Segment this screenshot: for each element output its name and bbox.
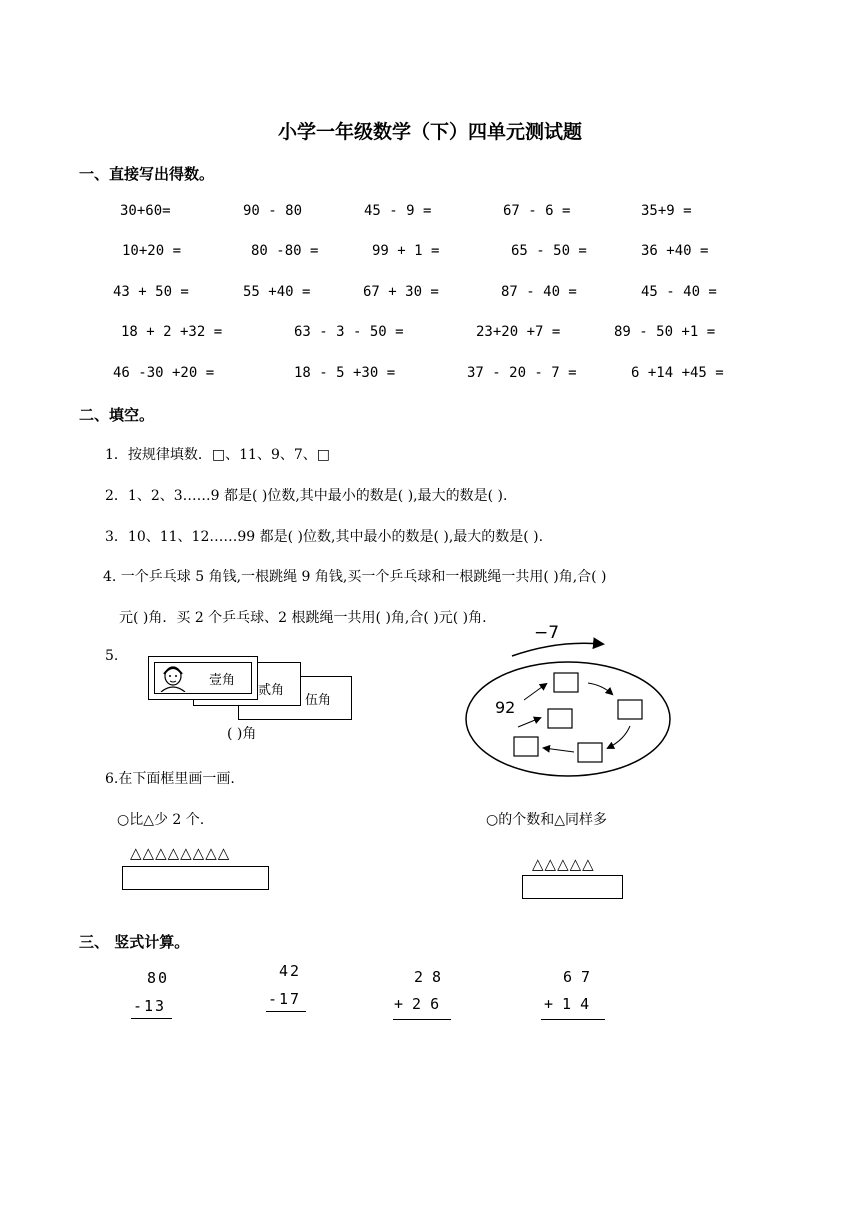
question-5-number: 5. [105, 648, 119, 664]
arith-item: 37 - 20 - 7 = [467, 365, 577, 381]
arith-item: 55 +40 = [243, 284, 311, 300]
answer-box [514, 737, 538, 756]
arith-item: 43 + 50 = [113, 284, 189, 300]
answer-line [393, 1019, 451, 1020]
q6-right-prompt: ○的个数和△同样多 [486, 812, 607, 828]
arith-item: 63 - 3 - 50 = [294, 324, 404, 340]
top-arrow [512, 643, 602, 656]
arith-item: 46 -30 +20 = [113, 365, 215, 381]
card-1-jiao [148, 656, 258, 700]
question-2: 2．1、2、3……9 都是( )位数,其中最小的数是( ),最大的数是( ). [105, 488, 508, 504]
question-4-line1: 4. 一个乒乓球 5 角钱,一根跳绳 9 角钱,买一个乒乓球和一根跳绳一共用( )角,合( ) [103, 569, 607, 585]
arith-item: 87 - 40 = [501, 284, 577, 300]
vertical-top: 6 7 [563, 968, 591, 986]
start-number: 92 [495, 698, 516, 717]
page-title: 小学一年级数学（下）四单元测试题 [277, 121, 582, 143]
arith-item: 67 - 6 = [503, 203, 571, 219]
answer-line [266, 1011, 306, 1012]
answer-box [578, 743, 602, 762]
question-3: 3．10、11、12……99 都是( )位数,其中最小的数是( ),最大的数是( ). [105, 529, 544, 545]
question-6: 6.在下面框里画一画. [105, 771, 235, 787]
question-4-line2: 元( )角．买 2 个乒乓球、2 根跳绳一共用( )角,合( )元( )角. [119, 610, 487, 626]
triangles-right: △△△△△ [532, 855, 595, 873]
arith-item: 65 - 50 = [511, 243, 587, 259]
minus-seven-label: −7 [534, 623, 560, 643]
vertical-bottom: -13 [133, 997, 167, 1015]
arith-item: 99 + 1 = [372, 243, 440, 259]
vertical-bottom: + 2 6 [394, 995, 440, 1013]
card-label: 伍角 [305, 693, 332, 708]
vertical-bottom: + 1 4 [544, 995, 590, 1013]
card-label: 贰角 [258, 683, 285, 698]
arith-item: 18 + 2 +32 = [121, 324, 223, 340]
answer-line [131, 1018, 172, 1019]
card-label: 壹角 [209, 673, 236, 688]
arith-item: 30+60= [120, 203, 171, 219]
arith-item: 18 - 5 +30 = [294, 365, 396, 381]
draw-box-right[interactable] [522, 875, 623, 899]
triangles-left: △△△△△△△△ [130, 844, 231, 862]
q6-left-prompt: ○比△少 2 个. [117, 812, 205, 828]
arith-item: 35+9 = [641, 203, 692, 219]
vertical-top: 42 [279, 962, 302, 980]
arith-item: 67 + 30 = [363, 284, 439, 300]
arith-item: 90 - 80 [243, 203, 303, 219]
vertical-top: 80 [147, 969, 170, 987]
q5-answer-blank: ( )角 [227, 726, 257, 742]
arith-item: 45 - 9 = [364, 203, 432, 219]
arith-item: 89 - 50 +1 = [614, 324, 716, 340]
answer-box [618, 700, 642, 719]
subtract-chain-diagram [462, 622, 674, 782]
arith-item: 45 - 40 = [641, 284, 717, 300]
section2-heading: 二、填空。 [79, 406, 155, 424]
question-1: 1．按规律填数．□、11、9、7、□ [105, 447, 330, 463]
arith-item: 36 +40 = [641, 243, 709, 259]
portrait-icon [157, 664, 189, 692]
arith-item: 80 -80 = [251, 243, 319, 259]
section1-heading: 一、直接写出得数。 [79, 165, 215, 183]
arith-item: 23+20 +7 = [476, 324, 561, 340]
arith-item: 10+20 = [122, 243, 182, 259]
answer-box [554, 673, 578, 692]
vertical-bottom: -17 [268, 990, 302, 1008]
draw-box-left[interactable] [122, 866, 269, 890]
answer-box [548, 709, 572, 728]
vertical-top: 2 8 [414, 968, 442, 986]
arith-item: 6 +14 +45 = [631, 365, 724, 381]
answer-line [541, 1019, 605, 1020]
section3-heading: 三、 竖式计算。 [79, 933, 190, 951]
